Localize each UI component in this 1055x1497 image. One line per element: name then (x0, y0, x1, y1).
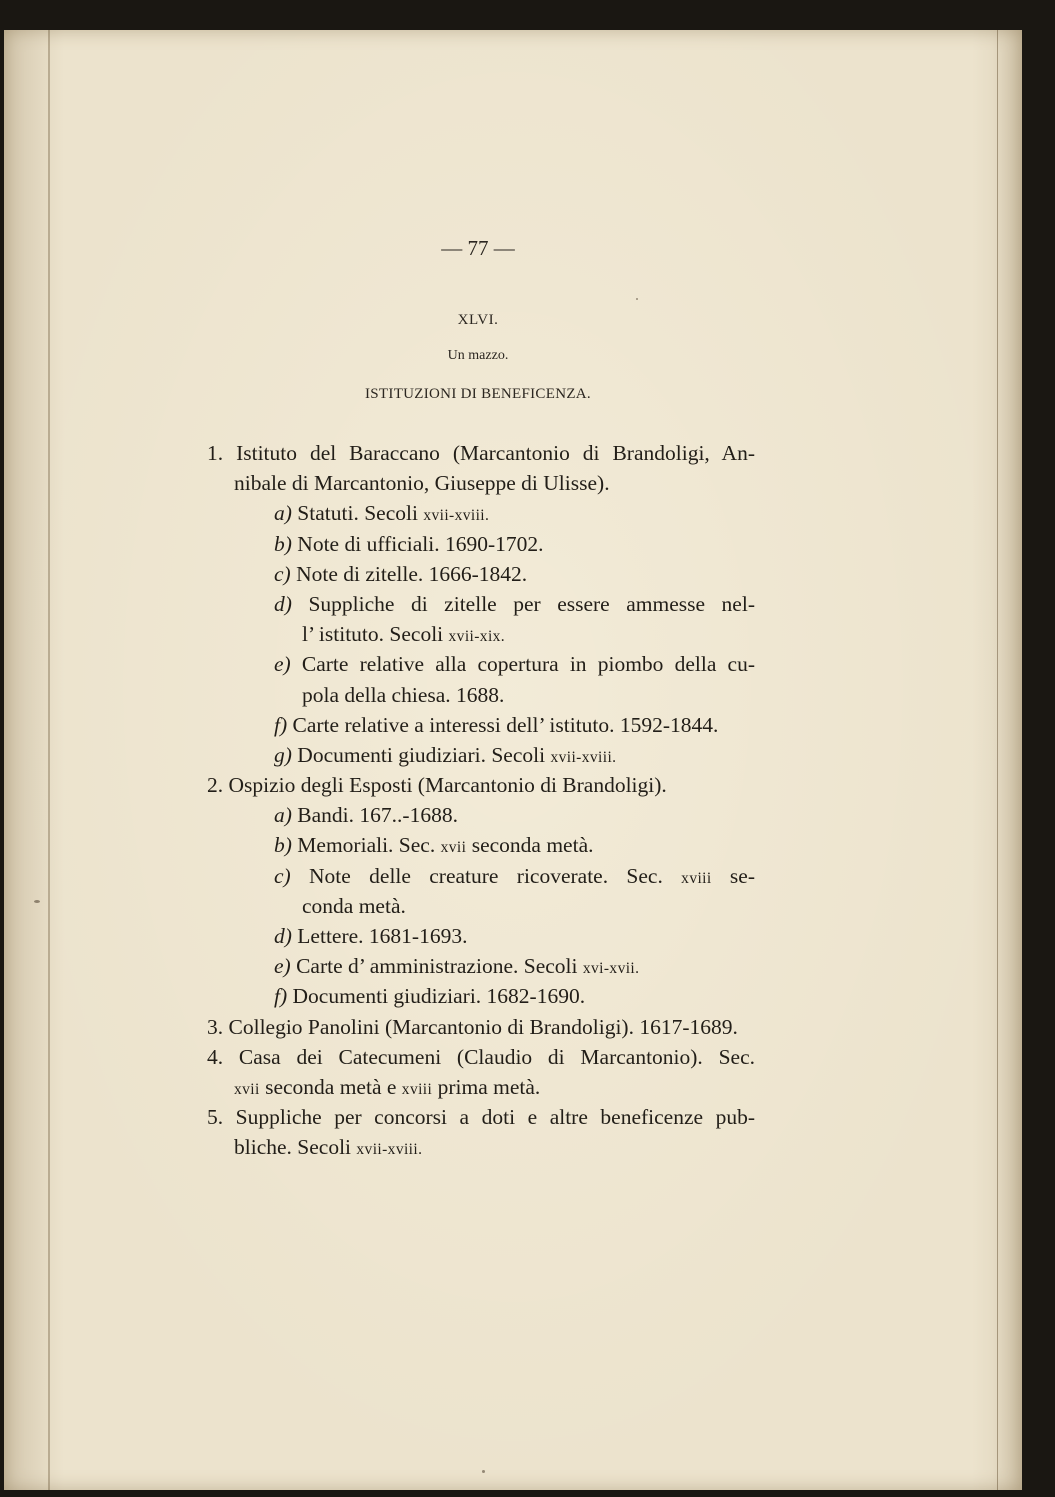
entry-line: f) Carte relative a interessi dell’ istituto. 1592-1844. (274, 712, 719, 737)
item-label: a) (274, 501, 298, 526)
entry-line: b) Memoriali. Sec. xvii seconda metà. (274, 833, 594, 858)
item-label: f) (274, 712, 293, 737)
page-edge (997, 30, 998, 1490)
item-label: a) (274, 803, 298, 828)
item-label: b) (274, 531, 298, 556)
entry-number: 3. (207, 1014, 229, 1039)
entry-line: e) Carte d’ amministrazione. Secoli xvi-xvii. (274, 954, 640, 979)
entry-line: pola della chiesa. 1688. (302, 682, 505, 707)
item-label: d) (274, 924, 298, 948)
entry-line: d) Lettere. 1681-1693. (274, 924, 468, 948)
item-label: c) (274, 863, 310, 888)
entry-line: e) Carte relative alla copertura in piombo della cu- (274, 652, 756, 677)
item-label: e) (274, 652, 302, 677)
entry-number: 5. (207, 1105, 236, 1130)
item-label: b) (274, 833, 298, 858)
item-label: f) (274, 984, 293, 1009)
entry-line: nibale di Marcantonio, Giuseppe di Ulisse). (234, 471, 610, 496)
section-number: XLVI. (457, 312, 499, 328)
entry-number: 1. (207, 441, 237, 465)
item-label: e) (274, 954, 297, 979)
entry-number: 2. (207, 773, 229, 798)
entry-line: g) Documenti giudiziari. Secoli xvii-xviii. (274, 742, 617, 767)
entry-line: c) Note delle creature ricoverate. Sec. xviii se- (274, 863, 755, 888)
entry-line: a) Statuti. Secoli xvii-xviii. (274, 501, 490, 526)
paper-speck (636, 298, 638, 300)
item-label: g) (274, 742, 298, 767)
entry-line: bliche. Secoli xvii-xviii. (234, 1135, 423, 1160)
paper-speck (482, 1470, 485, 1473)
page-number: — 77 — (441, 236, 515, 260)
entry-line: 3. Collegio Panolini (Marcantonio di Brandoligi). 1617-1689. (207, 1014, 738, 1039)
item-label: c) (274, 561, 297, 586)
entry-line: 1. Istituto del Baraccano (Marcantonio di Brandoligi, An- (207, 441, 755, 465)
entry-line: xvii seconda metà e xviii prima metà. (234, 1074, 541, 1099)
entry-line: f) Documenti giudiziari. 1682-1690. (274, 984, 586, 1009)
entry-line: l’ istituto. Secoli xvii-xix. (302, 622, 506, 647)
entry-line: b) Note di ufficiali. 1690-1702. (274, 531, 544, 556)
section-subtitle: Un mazzo. (447, 348, 509, 363)
entry-number: 4. (207, 1044, 239, 1069)
section-title: ISTITUZIONI DI BENEFICENZA. (365, 386, 591, 402)
entry-line: d) Suppliche di zitelle per essere ammesse nel- (274, 591, 755, 616)
entry-line: conda metà. (302, 893, 406, 918)
entry-line: 5. Suppliche per concorsi a doti e altre beneficenze pub- (207, 1105, 756, 1130)
entry-line: 2. Ospizio degli Esposti (Marcantonio di Brandoligi). (207, 773, 667, 798)
item-label: d) (274, 591, 309, 616)
book-page (4, 30, 1022, 1490)
entry-line: a) Bandi. 167..-1688. (274, 803, 458, 828)
entry-list (207, 438, 755, 1163)
paper-speck (34, 900, 40, 903)
entry-line: 4. Casa dei Catecumeni (Claudio di Marcantonio). Sec. (207, 1044, 755, 1069)
entry-line: c) Note di zitelle. 1666-1842. (274, 561, 528, 586)
